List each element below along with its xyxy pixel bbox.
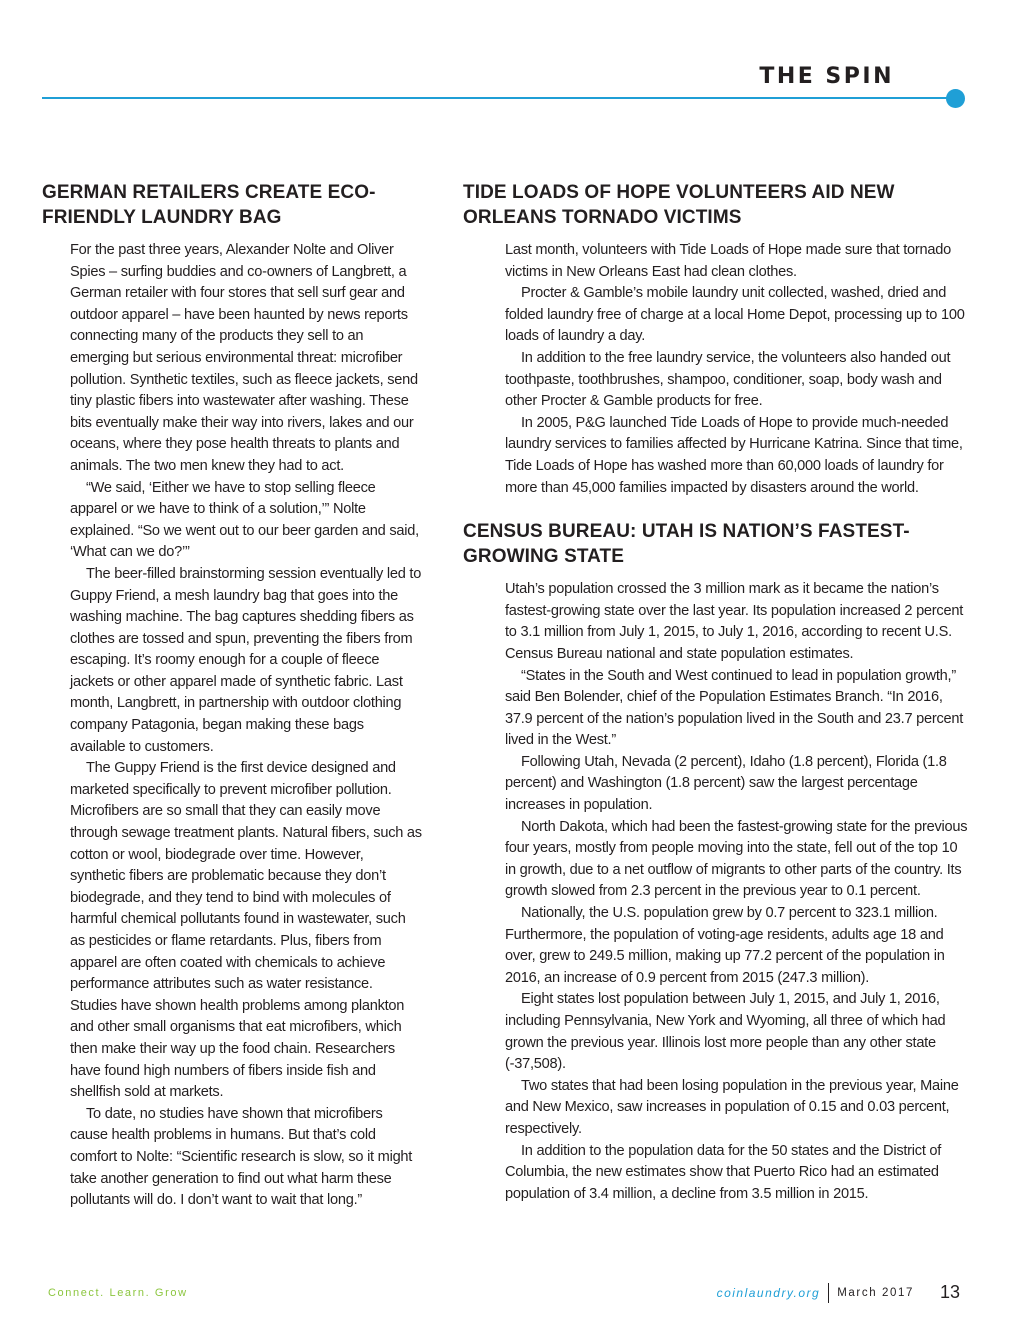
article-headline: CENSUS BUREAU: UTAH IS NATION’S FASTEST-GROWING STATE	[463, 521, 910, 568]
article-headline: TIDE LOADS OF HOPE VOLUNTEERS AID NEW ORLEANS TORNADO VICTIMS	[463, 182, 895, 228]
article-body	[505, 240, 968, 499]
article-body	[70, 240, 422, 1212]
article-paragraph: Last month, volunteers with Tide Loads of Hope made sure that tornado victims in New Orleans East had clean clothes.	[505, 242, 951, 280]
article-paragraph: Two states that had been losing population in the previous year, Maine and New Mexico, saw increases in population of 0.15 and 0.03 percent, respectively.	[505, 1077, 959, 1137]
article-paragraph: In addition to the free laundry service, the volunteers also handed out toothpaste, toothbrushes, shampoo, conditioner, soap, body wash and other Procter & Gamble products for free.	[505, 349, 951, 410]
article-paragraph: In addition to the population data for the 50 states and the District of Columbia, the new estimates show that Puerto Rico had an estimated population of 3.4 million, a decline from 3.5 million in 2015.	[505, 1142, 942, 1202]
article-paragraph: Eight states lost population between July 1, 2015, and July 1, 2016, including Pennsylvania, New York and Wyoming, all three of which had grown the previous year. Illinois lost more people than any other state (-37,508).	[505, 991, 946, 1073]
footer-site-link[interactable]: coinlaundry.org	[716, 1285, 821, 1300]
footer-tagline: Connect. Learn. Grow	[48, 1287, 188, 1299]
article-paragraph: To date, no studies have shown that microfibers cause health problems in humans. But that’s cold comfort to Nolte: “Scientific research is slow, so it might take another generation to find out what harm these pollutants will do. I don’t want to wait that long.”	[70, 1105, 413, 1209]
section-title: THE SPIN	[759, 64, 894, 89]
article-body	[505, 579, 968, 1205]
article-paragraph: Utah’s population crossed the 3 million mark as it became the nation’s fastest-growing state over the last year. Its population increased 2 percent to 3.1 million from July 1, 2015, to July 1, 2016, according to recent U.S. Census Bureau national and state population estimates.	[505, 581, 963, 662]
article-headline: GERMAN RETAILERS CREATE ECO-FRIENDLY LAUNDRY BAG	[42, 182, 376, 228]
article	[42, 180, 422, 1212]
footer-divider	[828, 1283, 829, 1303]
article-paragraph: North Dakota, which had been the fastest-growing state for the previous four years, mostly from people moving into the state, fell out of the top 10 in growth, due to a net outflow of migrants to other parts of the country. Its growth slowed from 2.3 percent in the previous year to 0.1 percent.	[505, 818, 968, 900]
page-number: 13	[939, 1282, 960, 1302]
article-paragraph: Nationally, the U.S. population grew by 0.7 percent to 323.1 million. Furthermore, the population of voting-age residents, adults age 18 and over, grew to 249.5 million, making up 77.2 percent of the population in 2016, an increase of 0.9 percent from 2015 (247.3 million).	[505, 905, 945, 986]
article-paragraph: The beer-filled brainstorming session eventually led to Guppy Friend, a mesh laundry bag that goes into the washing machine. The bag captures shedding fibers as clothes are tossed and spun, preventing the fibers from escaping. It’s roomy enough for a couple of fleece jackets or other apparel made of synthetic fabric. Last month, Langbrett, in partnership with outdoor clothing company Patagonia, began making these bags available to customers.	[70, 565, 422, 755]
article	[463, 519, 968, 1205]
article-paragraph: For the past three years, Alexander Nolte and Oliver Spies – surfing buddies and co-owners of Langbrett, a German retailer with four stores that sell surf gear and outdoor apparel – have been haunted by news reports connecting many of the products they sell to an emerging but serious environmental threat: microfiber pollution. Synthetic textiles, such as fleece jackets, send tiny plastic fibers into wastewater after washing. These bits eventually make their way into rivers, lakes and our oceans, where they pose health threats to plants and animals. The two men knew they had to act.	[70, 242, 418, 474]
footer-right	[717, 1282, 960, 1303]
article-paragraph: The Guppy Friend is the first device designed and marketed specifically to prevent microfiber pollution. Microfibers are so small that they can easily move through sewage treatment plants. Natural fibers, such as cotton or wool, biodegrade over time. However, synthetic fibers are problematic because they don’t biodegrade, and they tend to bind with molecules of harmful chemical pollutants found in wastewater, such as pesticides or flame retardants. Plus, fibers from apparel are often coated with chemicals to achieve performance attributes such as water resistance. Studies have shown health problems among plankton and other small organisms that eat microfibers, which then make their way up the food chain. Researchers have found high numbers of fibers inside fish and shellfish sold at markets.	[70, 760, 422, 1101]
right-column	[463, 180, 968, 1205]
article-paragraph: “States in the South and West continued to lead in population growth,” said Ben Bolender, chief of the Population Estimates Branch. “In 2016, 37.9 percent of the nation’s population lived in the South and 23.7 percent lived in the West.”	[505, 667, 964, 749]
article-paragraph: Procter & Gamble’s mobile laundry unit collected, washed, dried and folded laundry free of charge at a local Home Depot, processing up to 100 loads of laundry a day.	[505, 285, 965, 345]
article-paragraph: In 2005, P&G launched Tide Loads of Hope to provide much-needed laundry services to families affected by Hurricane Katrina. Since that time, Tide Loads of Hope has washed more than 60,000 loads of laundry for more than 45,000 families impacted by disasters around the world.	[505, 414, 963, 496]
article-paragraph: Following Utah, Nevada (2 percent), Idaho (1.8 percent), Florida (1.8 percent) and Washington (1.8 percent) saw the largest percentage increases in population.	[505, 753, 947, 814]
header-rule-dot	[946, 89, 965, 108]
footer-date: March 2017	[837, 1286, 914, 1299]
article	[463, 180, 968, 499]
left-column	[42, 180, 422, 1212]
article-paragraph: “We said, ‘Either we have to stop selling fleece apparel or we have to think of a solution,’” Nolte explained. “So we went out to our beer garden and said, ‘What can we do?’”	[70, 479, 419, 561]
header-rule	[42, 97, 957, 99]
